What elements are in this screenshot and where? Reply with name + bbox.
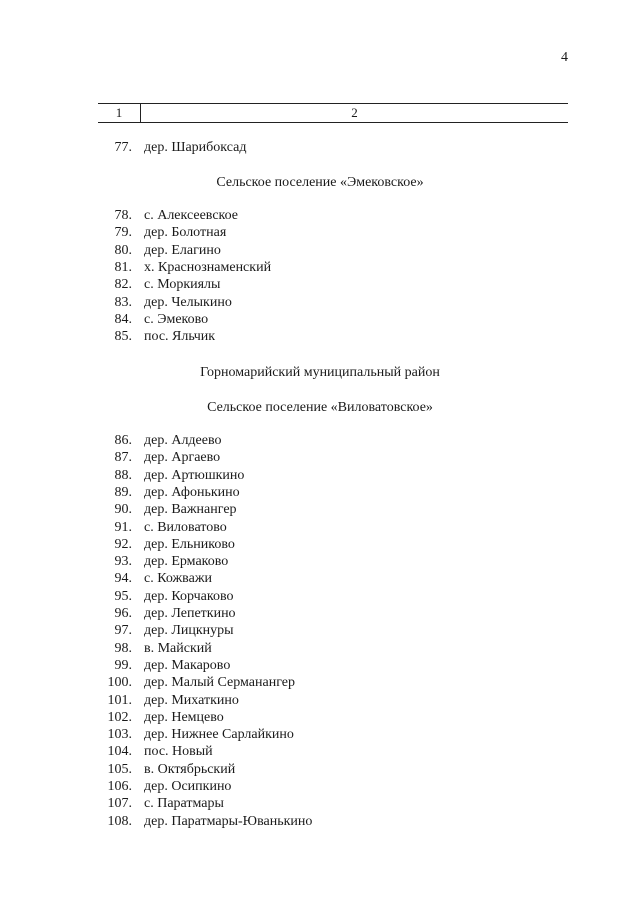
settlement-row xyxy=(0,726,640,743)
settlement-number: 78. xyxy=(114,208,132,223)
settlement-name: в. Октябрьский xyxy=(144,761,236,777)
settlement-row xyxy=(0,813,640,830)
settlement-row xyxy=(0,640,640,657)
settlement-name: дер. Елагино xyxy=(144,242,221,258)
settlement-number: 101. xyxy=(107,692,132,708)
settlement-row xyxy=(0,657,640,674)
settlement-name: дер. Афонькино xyxy=(144,484,240,500)
settlement-number: 77. xyxy=(114,140,132,155)
settlement-number: 87. xyxy=(114,450,132,466)
table-header xyxy=(98,103,568,123)
settlement-row xyxy=(0,311,640,328)
settlement-name: дер. Осипкино xyxy=(144,779,232,794)
settlement-row xyxy=(0,207,640,224)
table-header-col-1: 1 xyxy=(98,104,141,122)
settlement-row xyxy=(0,242,640,259)
settlement-name: дер. Нижнее Сарлайкино xyxy=(144,727,294,743)
settlement-name: пос. Яльчик xyxy=(144,329,216,345)
settlement-row xyxy=(0,328,640,345)
settlement-number: 99. xyxy=(114,657,132,673)
settlement-number: 84. xyxy=(114,311,132,327)
settlement-number: 95. xyxy=(114,588,132,604)
settlement-name: дер. Аргаево xyxy=(144,450,221,466)
settlement-number: 83. xyxy=(114,294,132,310)
settlement-name: дер. Шарибоксад xyxy=(144,140,247,155)
settlement-row xyxy=(0,709,640,726)
settlement-row xyxy=(0,294,640,311)
settlement-number: 80. xyxy=(114,242,132,258)
settlement-name: с. Моркиялы xyxy=(144,277,221,293)
settlement-name: дер. Немцево xyxy=(144,709,224,725)
settlement-number: 94. xyxy=(114,571,132,587)
settlement-row xyxy=(0,761,640,778)
settlement-name: дер. Челыкино xyxy=(144,294,232,310)
settlement-number: 92. xyxy=(114,536,132,552)
settlement-number: 98. xyxy=(114,640,132,656)
settlement-row xyxy=(0,778,640,795)
settlement-number: 100. xyxy=(107,675,132,691)
district-heading-gornomariysky: Горномарийский муниципальный район xyxy=(200,365,440,380)
settlement-number: 103. xyxy=(107,727,132,743)
settlement-name: дер. Алдеево xyxy=(144,433,222,448)
settlement-number: 108. xyxy=(107,813,132,829)
settlement-row xyxy=(0,692,640,709)
settlement-name: дер. Лепеткино xyxy=(144,606,236,621)
page-number: 4 xyxy=(561,50,568,65)
settlement-number: 107. xyxy=(107,796,132,812)
settlement-row xyxy=(0,467,640,484)
settlement-number: 93. xyxy=(114,554,132,570)
settlement-name: х. Краснознаменский xyxy=(144,259,272,275)
settlement-name: дер. Ермаково xyxy=(144,554,229,570)
settlement-row xyxy=(0,519,640,536)
settlement-number: 102. xyxy=(107,709,132,725)
settlement-row xyxy=(0,501,640,518)
settlement-name: дер. Артюшкино xyxy=(144,467,245,483)
settlement-number: 82. xyxy=(114,277,132,293)
settlement-name: дер. Корчаково xyxy=(144,588,234,604)
settlement-name: с. Паратмары xyxy=(144,796,224,812)
settlement-name: дер. Ельниково xyxy=(144,536,235,552)
settlement-name: дер. Важнангер xyxy=(144,502,237,518)
settlement-row xyxy=(0,276,640,293)
settlement-row xyxy=(0,553,640,570)
settlement-row xyxy=(0,795,640,812)
settlement-name: дер. Паратмары-Юванькино xyxy=(144,813,313,829)
settlement-name: дер. Малый Серманангер xyxy=(144,675,295,691)
settlement-name: дер. Михаткино xyxy=(144,692,239,708)
settlement-row xyxy=(0,570,640,587)
settlement-row xyxy=(0,449,640,466)
settlement-number: 90. xyxy=(114,502,132,518)
section-heading-emekovskoe: Сельское поселение «Эмековское» xyxy=(216,175,424,190)
settlement-number: 79. xyxy=(114,225,132,241)
settlement-name: с. Кожважи xyxy=(144,571,212,587)
settlement-row xyxy=(0,259,640,276)
settlement-number: 86. xyxy=(114,433,132,448)
settlement-name: с. Виловатово xyxy=(144,519,227,535)
settlement-row xyxy=(0,224,640,241)
settlement-number: 88. xyxy=(114,467,132,483)
settlement-row xyxy=(0,674,640,691)
settlement-number: 81. xyxy=(114,259,132,275)
settlement-row xyxy=(0,605,640,622)
settlement-name: с. Эмеково xyxy=(144,311,209,327)
settlement-row xyxy=(0,588,640,605)
settlement-number: 105. xyxy=(107,761,132,777)
settlement-name: дер. Болотная xyxy=(144,225,227,241)
settlement-name: в. Майский xyxy=(144,640,212,656)
settlement-row xyxy=(0,139,640,156)
settlement-name: пос. Новый xyxy=(144,744,213,760)
settlement-number: 89. xyxy=(114,484,132,500)
table-header-col-2: 2 xyxy=(351,105,358,120)
settlement-row xyxy=(0,622,640,639)
settlement-number: 97. xyxy=(114,623,132,639)
settlement-number: 96. xyxy=(114,606,132,621)
settlement-name: дер. Лицкнуры xyxy=(144,623,234,639)
settlement-number: 91. xyxy=(114,519,132,535)
settlement-number: 85. xyxy=(114,329,132,345)
settlement-row xyxy=(0,432,640,449)
settlement-row xyxy=(0,536,640,553)
settlement-row xyxy=(0,484,640,501)
section-heading-vilovatovskoe: Сельское поселение «Виловатовское» xyxy=(207,400,433,415)
settlement-number: 106. xyxy=(107,779,132,794)
settlement-name: с. Алексеевское xyxy=(144,208,239,223)
settlement-row xyxy=(0,743,640,760)
settlement-number: 104. xyxy=(107,744,132,760)
settlement-name: дер. Макарово xyxy=(144,657,231,673)
